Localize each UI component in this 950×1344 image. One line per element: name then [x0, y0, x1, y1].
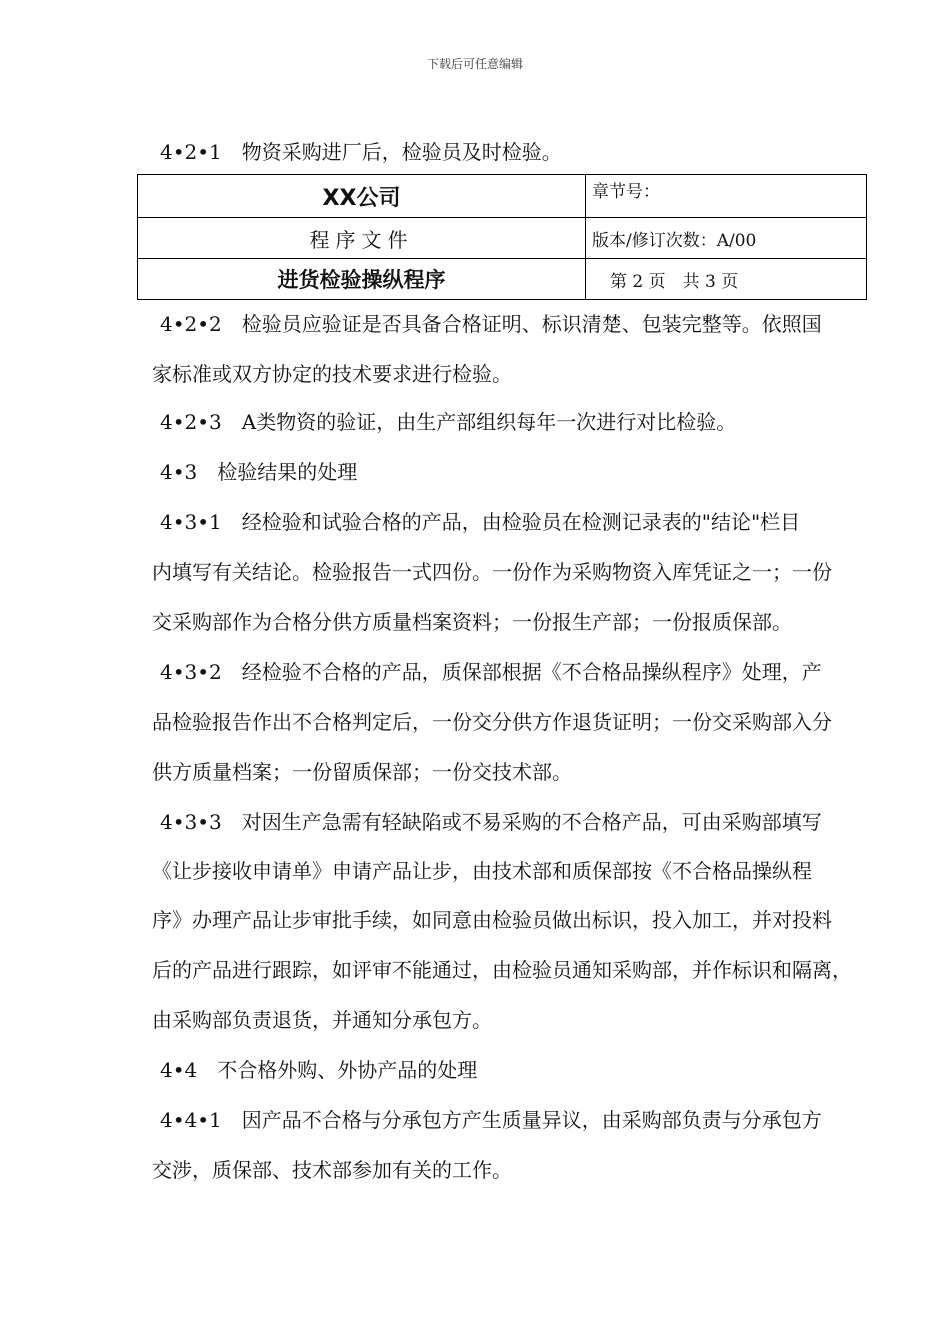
body-line: 供方质量档案；一份留质保部；一份交技术部。 — [152, 760, 572, 784]
body-line: 内填写有关结论。检验报告一式四份。一份作为采购物资入库凭证之一；一份 — [152, 560, 832, 584]
body-line: 4•2•3 A类物资的验证，由生产部组织每年一次进行对比检验。 — [160, 410, 737, 434]
body-line: 4•3•2 经检验不合格的产品，质保部根据《不合格品操纵程序》处理，产 — [160, 660, 822, 684]
document-title: 进货检验操纵程序 — [138, 259, 586, 300]
document-type: 程序文件 — [138, 218, 586, 259]
body-line: 交涉，质保部、技术部参加有关的工作。 — [152, 1158, 512, 1182]
body-line: 4•3•3 对因生产急需有轻缺陷或不易采购的不合格产品，可由采购部填写 — [160, 810, 822, 834]
body-line: 交采购部作为合格分供方质量档案资料；一份报生产部；一份报质保部。 — [152, 610, 792, 634]
body-line: 4•3•1 经检验和试验合格的产品，由检验员在检测记录表的"结论"栏目 — [160, 510, 801, 534]
chapter-number-label: 章节号： — [586, 175, 867, 218]
section-heading: 4•4 不合格外购、外协产品的处理 — [160, 1058, 478, 1082]
version-info: 版本/修订次数：A/00 — [586, 218, 867, 259]
body-line: 由采购部负责退货，并通知分承包方。 — [152, 1008, 492, 1032]
section-heading: 4•3 检验结果的处理 — [160, 460, 358, 484]
body-line: 后的产品进行跟踪，如评审不能通过，由检验员通知采购部，并作标识和隔离， — [152, 958, 852, 982]
intro-line: 4•2•1 物资采购进厂后，检验员及时检验。 — [160, 140, 562, 164]
page-info: 第 2 页 共 3 页 — [586, 259, 867, 300]
header-note: 下载后可任意编辑 — [426, 57, 523, 71]
company-name: XX公司 — [138, 175, 586, 218]
document-header-table — [137, 174, 867, 300]
body-line: 4•2•2 检验员应验证是否具备合格证明、标识清楚、包装完整等。依照国 — [160, 312, 822, 336]
body-line: 序》办理产品让步审批手续，如同意由检验员做出标识，投入加工，并对投料 — [152, 908, 832, 932]
body-line: 品检验报告作出不合格判定后，一份交分供方作退货证明；一份交采购部入分 — [152, 710, 832, 734]
body-line: 4•4•1 因产品不合格与分承包方产生质量异议，由采购部负责与分承包方 — [160, 1108, 822, 1132]
body-line: 《让步接收申请单》申请产品让步，由技术部和质保部按《不合格品操纵程 — [152, 859, 812, 883]
body-line: 家标准或双方协定的技术要求进行检验。 — [152, 362, 512, 386]
